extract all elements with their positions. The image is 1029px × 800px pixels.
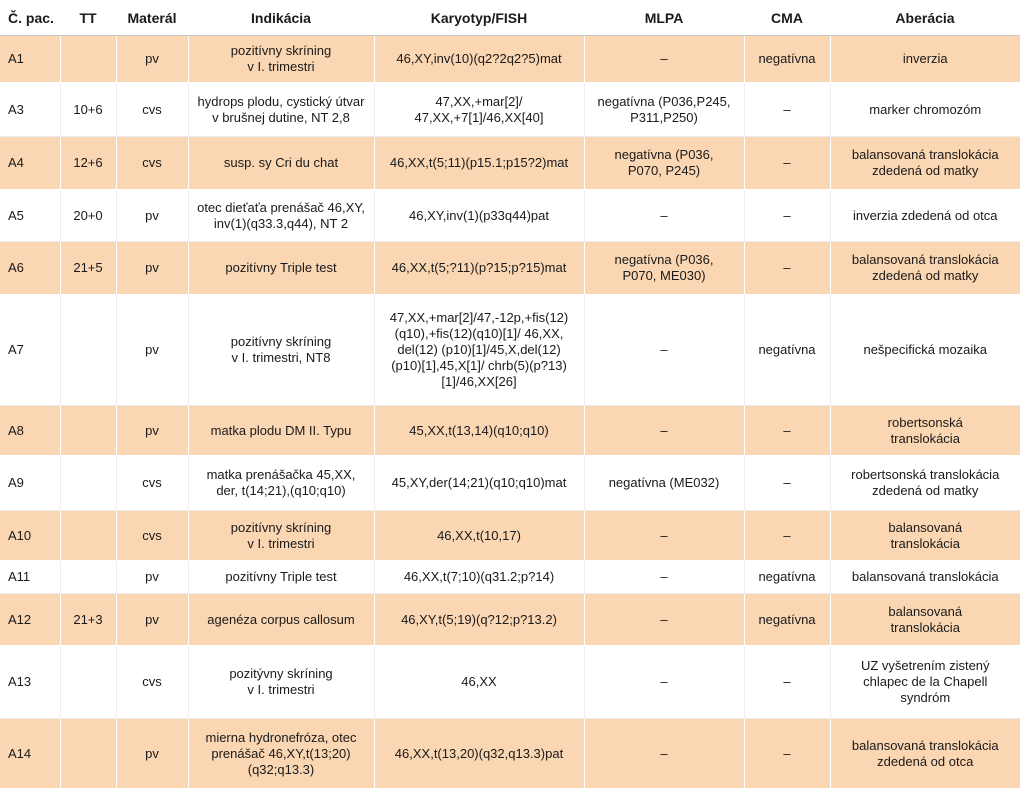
cell-tt: 21+3 [60, 594, 116, 646]
table-row [0, 646, 1020, 719]
cell-karyotype: 45,XY,der(14;21)(q10;q10)mat [374, 456, 584, 511]
table-row [0, 36, 1020, 83]
cell-karyotype: 46,XY,inv(10)(q2?2q2?5)mat [374, 36, 584, 83]
cell-tt: 12+6 [60, 137, 116, 190]
cell-patient-no: A5 [0, 190, 60, 242]
cell-tt [60, 295, 116, 406]
table-row [0, 561, 1020, 594]
cell-material: cvs [116, 83, 188, 137]
cell-tt [60, 36, 116, 83]
cell-patient-no: A1 [0, 36, 60, 83]
cell-tt: 20+0 [60, 190, 116, 242]
cell-indication: matka plodu DM II. Typu [188, 406, 374, 456]
cell-aberration: inverzia zdedená od otca [830, 190, 1020, 242]
table-row [0, 456, 1020, 511]
table-row [0, 83, 1020, 137]
table-row [0, 295, 1020, 406]
cell-material: pv [116, 594, 188, 646]
header-indication: Indikácia [188, 0, 374, 36]
cell-cma: – [744, 406, 830, 456]
cell-cma: – [744, 719, 830, 789]
cell-mlpa: – [584, 190, 744, 242]
cell-karyotype: 46,XY,inv(1)(p33q44)pat [374, 190, 584, 242]
table-row [0, 137, 1020, 190]
cell-material: pv [116, 406, 188, 456]
table-row [0, 190, 1020, 242]
cell-material: pv [116, 561, 188, 594]
cell-indication: pozitývny skríning v I. trimestri [188, 646, 374, 719]
cell-material: cvs [116, 456, 188, 511]
cell-aberration: marker chromozóm [830, 83, 1020, 137]
cell-mlpa: negatívna (P036,P245, P311,P250) [584, 83, 744, 137]
cell-karyotype: 46,XX,t(5;11)(p15.1;p15?2)mat [374, 137, 584, 190]
cell-tt [60, 719, 116, 789]
header-patient-no: Č. pac. [0, 0, 60, 36]
cell-aberration: nešpecifická mozaika [830, 295, 1020, 406]
cell-cma: negatívna [744, 295, 830, 406]
cell-tt [60, 646, 116, 719]
cell-mlpa: negatívna (ME032) [584, 456, 744, 511]
cell-karyotype: 47,XX,+mar[2]/47,-12p,+fis(12) (q10),+fis(12)(q10)[1]/ 46,XX, del(12) (p10)[1]/45,X,del(12) (p10)[1],45,X[1]/ chrb(5)(p?13) [1]/46,XX[26] [374, 295, 584, 406]
cell-indication: pozitívny Triple test [188, 242, 374, 295]
cell-patient-no: A8 [0, 406, 60, 456]
cell-patient-no: A11 [0, 561, 60, 594]
cell-mlpa: – [584, 561, 744, 594]
cell-cma: negatívna [744, 594, 830, 646]
header-tt: TT [60, 0, 116, 36]
header-aberration: Aberácia [830, 0, 1020, 36]
cell-tt [60, 561, 116, 594]
cell-aberration: balansovaná translokácia [830, 511, 1020, 561]
cell-cma: – [744, 456, 830, 511]
cell-patient-no: A12 [0, 594, 60, 646]
header-mlpa: MLPA [584, 0, 744, 36]
cell-mlpa: – [584, 36, 744, 83]
cell-aberration: robertsonská translokácia zdedená od matky [830, 456, 1020, 511]
cell-aberration: UZ vyšetrením zistený chlapec de la Chapell syndróm [830, 646, 1020, 719]
cell-mlpa: – [584, 646, 744, 719]
cell-tt: 21+5 [60, 242, 116, 295]
cell-cma: – [744, 511, 830, 561]
cell-karyotype: 46,XX [374, 646, 584, 719]
cell-cma: – [744, 242, 830, 295]
cell-mlpa: – [584, 594, 744, 646]
table-row [0, 242, 1020, 295]
cell-patient-no: A4 [0, 137, 60, 190]
cell-mlpa: – [584, 511, 744, 561]
cell-karyotype: 45,XX,t(13,14)(q10;q10) [374, 406, 584, 456]
cell-aberration: balansovaná translokácia zdedená od matky [830, 242, 1020, 295]
cell-indication: pozitívny skríning v I. trimestri [188, 511, 374, 561]
cell-indication: pozitívny Triple test [188, 561, 374, 594]
cell-tt: 10+6 [60, 83, 116, 137]
cell-cma: – [744, 83, 830, 137]
cell-cma: – [744, 190, 830, 242]
cell-mlpa: negatívna (P036, P070, ME030) [584, 242, 744, 295]
cell-karyotype: 46,XY,t(5;19)(q?12;p?13.2) [374, 594, 584, 646]
cell-material: cvs [116, 511, 188, 561]
cell-karyotype: 47,XX,+mar[2]/ 47,XX,+7[1]/46,XX[40] [374, 83, 584, 137]
cell-mlpa: – [584, 719, 744, 789]
header-karyotype: Karyotyp/FISH [374, 0, 584, 36]
cell-mlpa: negatívna (P036, P070, P245) [584, 137, 744, 190]
cell-cma: – [744, 137, 830, 190]
cell-mlpa: – [584, 406, 744, 456]
cell-aberration: balansovaná translokácia zdedená od matky [830, 137, 1020, 190]
cell-tt [60, 406, 116, 456]
cell-material: pv [116, 295, 188, 406]
table-row [0, 511, 1020, 561]
table-row [0, 594, 1020, 646]
cell-material: pv [116, 36, 188, 83]
cell-patient-no: A13 [0, 646, 60, 719]
cell-indication: susp. sy Cri du chat [188, 137, 374, 190]
cell-material: pv [116, 719, 188, 789]
cell-patient-no: A9 [0, 456, 60, 511]
cell-karyotype: 46,XX,t(10,17) [374, 511, 584, 561]
table-row [0, 406, 1020, 456]
cell-material: pv [116, 190, 188, 242]
cell-aberration: balansovaná translokácia [830, 594, 1020, 646]
cell-aberration: inverzia [830, 36, 1020, 83]
cell-cma: negatívna [744, 36, 830, 83]
cell-tt [60, 456, 116, 511]
cell-indication: agenéza corpus callosum [188, 594, 374, 646]
cell-indication: mierna hydronefróza, otec prenášač 46,XY,t(13;20) (q32;q13.3) [188, 719, 374, 789]
cell-indication: otec dieťaťa prenášač 46,XY, inv(1)(q33.3,q44), NT 2 [188, 190, 374, 242]
cell-cma: negatívna [744, 561, 830, 594]
cell-material: cvs [116, 137, 188, 190]
cell-indication: matka prenášačka 45,XX, der, t(14;21),(q10;q10) [188, 456, 374, 511]
cell-karyotype: 46,XX,t(5;?11)(p?15;p?15)mat [374, 242, 584, 295]
cell-tt [60, 511, 116, 561]
table-row [0, 719, 1020, 789]
cell-aberration: balansovaná translokácia zdedená od otca [830, 719, 1020, 789]
cell-karyotype: 46,XX,t(7;10)(q31.2;p?14) [374, 561, 584, 594]
cell-patient-no: A7 [0, 295, 60, 406]
cell-patient-no: A14 [0, 719, 60, 789]
cell-patient-no: A3 [0, 83, 60, 137]
cell-material: cvs [116, 646, 188, 719]
cell-karyotype: 46,XX,t(13,20)(q32,q13.3)pat [374, 719, 584, 789]
cell-aberration: robertsonská translokácia [830, 406, 1020, 456]
cell-indication: pozitívny skríning v I. trimestri [188, 36, 374, 83]
cell-aberration: balansovaná translokácia [830, 561, 1020, 594]
cell-mlpa: – [584, 295, 744, 406]
cell-indication: hydrops plodu, cystický útvar v brušnej dutine, NT 2,8 [188, 83, 374, 137]
cell-patient-no: A10 [0, 511, 60, 561]
header-cma: CMA [744, 0, 830, 36]
cell-cma: – [744, 646, 830, 719]
cell-material: pv [116, 242, 188, 295]
header-row [0, 0, 1020, 36]
cell-indication: pozitívny skríning v I. trimestri, NT8 [188, 295, 374, 406]
cell-patient-no: A6 [0, 242, 60, 295]
header-material: Materál [116, 0, 188, 36]
